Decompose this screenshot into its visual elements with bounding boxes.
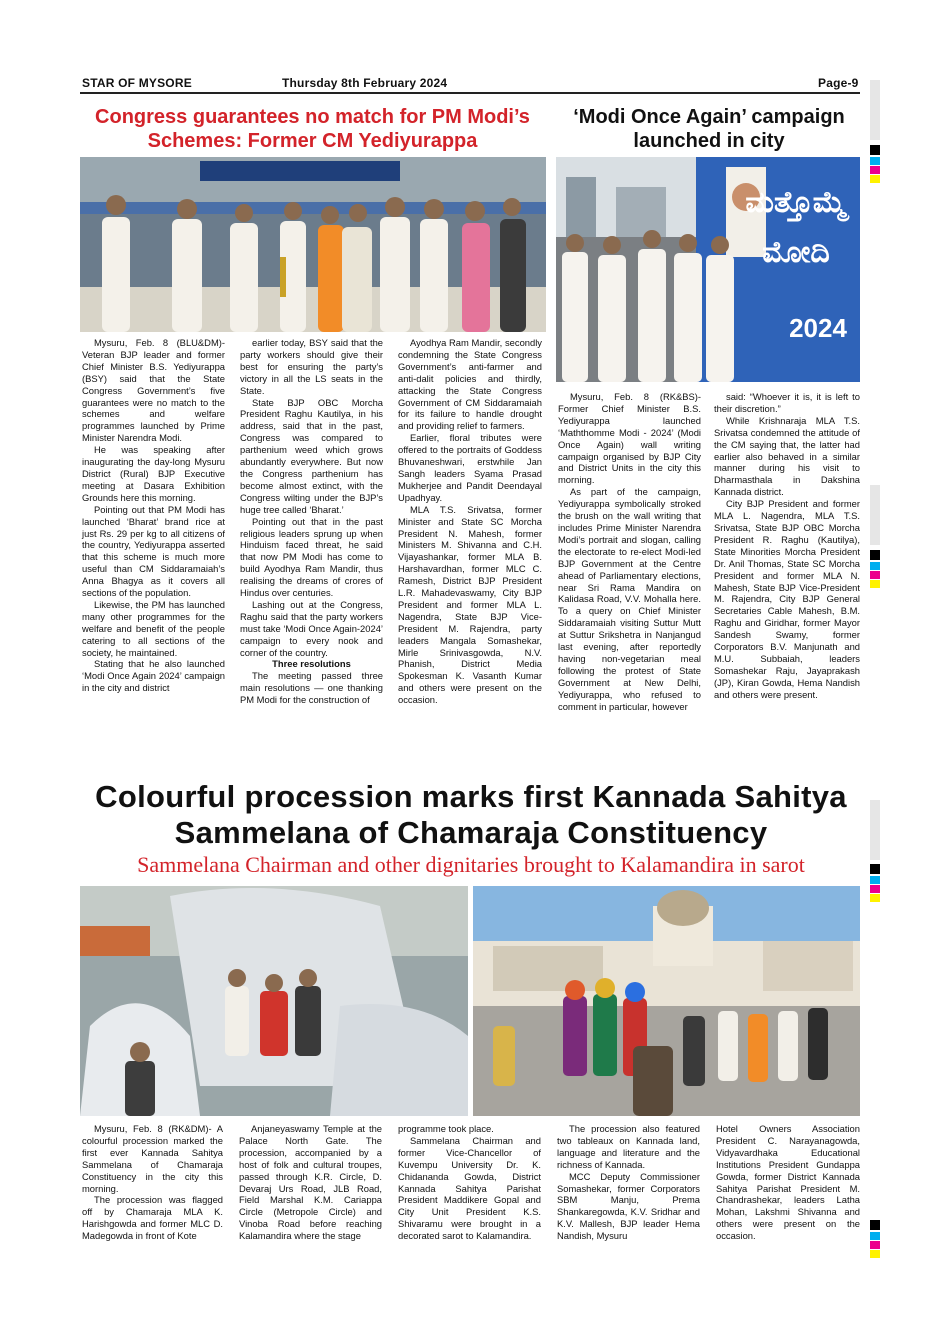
registration-cyan-mark — [870, 1232, 880, 1240]
story3-col3-para: programme took place. — [398, 1123, 494, 1134]
registration-cyan-mark — [870, 562, 880, 570]
story3-photo-procession — [473, 886, 860, 1116]
story2-photo-graphic — [556, 157, 860, 382]
story1-subhead: Three resolutions — [272, 658, 351, 670]
story3-col4-para: MCC Deputy Commissioner Somashekar, former Corporators SBM Manju, Prema Shankaregowda, K.V. Sridhar and K.V. Mallesh, BJP leader Hema Nandish, Mysuru — [557, 1170, 700, 1242]
story3-photo-procession-graphic — [473, 886, 860, 1116]
registration-yellow-mark — [870, 580, 880, 588]
story1-col1-para: Likewise, the PM has launched many other programmes for the welfare and benefit of the people catering to all sections of the society, he maintained. — [82, 598, 225, 658]
story2-col1-para: As part of the campaign, Yediyurappa symbolically stroked the brush on the wall writing that includes Prime Minister Narendra Modi’s portrait and slogan, calling the electorate to re-elect Modi-led BJP Government at the Centre ahead of Parliamentary elections, near Sri Rama Mandira on Kalidasa Road, V.V. Mohalla here. To a query on Chief Minister Siddaramaiah visiting Suttur Mutt at Suttur Srikshetra in Nanjangud last evening, after reportedly having non-vegetarian meal following the protest of State Government at New Delhi, Yediyurappa, who refused to comment in particular, however — [558, 486, 701, 712]
masthead-page: Page-9 — [818, 76, 859, 90]
registration-cyan-mark — [870, 157, 880, 165]
registration-yellow-mark — [870, 175, 880, 183]
story1-col2-para: Lashing out at the Congress, Raghu said that the party workers must take ‘Modi Once Again-2024’ campaign to every nook and corner of the country. — [240, 598, 383, 658]
story2-headline: ‘Modi Once Again’ campaign launched in city — [573, 106, 845, 152]
masthead-paper: STAR OF MYSORE — [82, 76, 192, 90]
story2-col2-para: City BJP President and former MLA L. Nagendra, MLA T.S. Srivatsa, State BJP OBC Morcha President R. Raghu (Kautilya), State Minorities Morcha President Dr. Anil Thomas, State SC Morcha President and former MLA N. Mahesh, State BJP Vice-President M. Rajendra, City BJP General Secretaries Cable Mahesh, B.M. Raghu and Giridhar, former Mayor Sandesh Swamy, former Corporators B.V. Manjunath and M.U. Subbaiah, leaders Somashekar Raju, Jayaprakash (JP), Kiran Gowda, Hema Nandish and others were present. — [714, 498, 860, 700]
story3-col5-para: Hotel Owners Association President C. Narayanagowda, Vidyavardhaka Educational Institutions President Gundappa Gowda, former District Kannada Sahitya Parishat President M. Chandrashekar, leaders Latha Mohan, Lakshmi Shivanna and others were present on the occasion. — [716, 1123, 860, 1242]
story2-column-2 — [714, 391, 860, 701]
story3-col1-para: Mysuru, Feb. 8 (RK&DM)- A colourful procession marked the first ever Kannada Sahitya Sammelana of Chamaraja Constituency in the city this morning. — [82, 1123, 223, 1194]
story1-col3-para: Earlier, floral tributes were offered to the portraits of Goddess Bhuvaneshwari, erstwhile Jan Sangh leaders Syama Prasad Mukherjee and Pandit Deendayal Upadhyay. — [398, 432, 542, 503]
story1-headline: Congress guarantees no match for PM Modi’s Schemes: Former CM Yediyurappa — [95, 106, 530, 152]
mural-text-line2: ಮೋದಿ — [762, 235, 830, 270]
story1-col1-para: Pointing out that PM Modi has launched ‘Bharat’ brand rice at just Rs. 29 per kg to all citizens of the country, Yediyurappa asserted that this scheme is much more useful than CM Siddaramaiah’s Anna Bhagya as it covers all sections of the population. — [82, 503, 225, 599]
margin-grey-bar — [870, 80, 880, 140]
story3-column-5 — [716, 1123, 860, 1242]
margin-grey-bar — [870, 485, 880, 545]
registration-black-mark — [870, 1220, 880, 1230]
registration-black-mark — [870, 864, 880, 874]
registration-cyan-mark — [870, 876, 880, 884]
story1-col2-para: State BJP OBC Morcha President Raghu Kautilya, in his address, said that in the past, Congress was compared to parthenium weed which grows abundantly everywhere. But now the Congress parthenium has become almost extinct, with the Congress wilting under the BJP’s huge tree called ‘Bharat.’ — [240, 396, 383, 515]
story1-column-3 — [398, 337, 542, 706]
story3-column-2 — [239, 1123, 382, 1242]
masthead-date: Thursday 8th February 2024 — [282, 76, 448, 90]
story1-photo-graphic — [80, 157, 546, 332]
story2-col1-para: Mysuru, Feb. 8 (RK&BS)- Former Chief Minister B.S. Yediyurappa launched ‘Maththomme Modi - 2024’ (Modi Once Again) wall writing campaign organised by BJP City and District Units in the city this morning. — [558, 391, 701, 486]
registration-yellow-mark — [870, 1250, 880, 1258]
registration-magenta-mark — [870, 571, 880, 579]
story3-col1-para: The procession was flagged off by Chamaraja MLA K. Harishgowda and former MLC D. Madegowda in front of Kote — [82, 1194, 223, 1242]
story1-col3-para: MLA T.S. Srivatsa, former Minister and State SC Morcha President N. Mahesh, former Ministers M. Shivanna and C.H. Vijayashankar, former MLA B. Harshavardhan, former MLC C. Ramesh, District BJP President L.R. Mahadevaswamy, City BJP President and former MLA L. Nagendra, State BJP Vice-President M. Rajendra, party leaders Mangala Somashekar, Mirle Srinivasgowda, N.V. Phanish, District Media Spokesman K. Vasanth Kumar and others were present on the occasion. — [398, 503, 542, 706]
story2-col2-para: While Krishnaraja MLA T.S. Srivatsa condemned the attitude of the CM saying that, the latter had earlier also behaved in a similar manner during his visit to Dharmasthala in Dakshina Kannada district. — [714, 414, 860, 498]
registration-yellow-mark — [870, 894, 880, 902]
registration-black-mark — [870, 145, 880, 155]
mural-year: 2024 — [789, 313, 847, 343]
story2-photo — [556, 157, 860, 382]
registration-black-mark — [870, 550, 880, 560]
story3-column-1 — [82, 1123, 223, 1242]
masthead-rule — [80, 92, 860, 94]
story1-col3-para: Ayodhya Ram Mandir, secondly condemning the State Congress Government’s anti-farmer and anti-dalit policies and thirdly, attacking the State Congress Government of CM Siddaramaiah for its failure to handle drought and providing relief to farmers. — [398, 337, 542, 432]
margin-grey-bar — [870, 800, 880, 860]
story1-col2-para: Pointing out that in the past religious leaders sprung up when Hinduism faced threat, he said that now PM Modi has come to build Ayodhya Ram Mandir, thus realising the dreams of crores of Hindus over centuries. — [240, 515, 383, 599]
story3-column-4 — [557, 1123, 700, 1242]
story1-col1-para: He was speaking after inaugurating the day-long Mysuru District (Rural) BJP Executive meeting at Dasara Exhibition Grounds here this morning. — [82, 444, 225, 503]
story1-col2-para: earlier today, BSY said that the party workers should give their best for ensuring the party’s victory in all the LS seats in the State. — [240, 337, 383, 396]
story3-col2-para: Anjaneyaswamy Temple at the Palace North Gate. The procession, accompanied by a host of folk and cultural troupes, passed through K.R. Circle, D. Devaraj Urs Road, JLB Road, Field Marshal K.M. Cariappa Circle (Metropole Circle) and Vinoba Road before reaching Kalamandira where the stage — [239, 1123, 382, 1242]
story3-col4-para: The procession also featured two tableaux on Kannada land, language and literature and the richness of Kannada. — [557, 1123, 700, 1170]
story2-col2-para: said: “Whoever it is, it is left to their discretion.” — [714, 391, 860, 414]
story3-col3-para: Sammelana Chairman and former Vice-Chancellor of Kuvempu University Dr. K. Chidananda Gowda, District Kannada Sahitya Parishat President Maddikere Gopal and City Unit President K.S. Shivaramu were brought in a decorated sarot to Kalamandira. — [398, 1134, 541, 1242]
story1-col1-para: Stating that he also launched ‘Modi Once Again 2024’ campaign in the city and district — [82, 658, 225, 694]
mural-text-line1: ಮತ್ತೊಮ್ಮೆ — [745, 185, 847, 220]
registration-magenta-mark — [870, 166, 880, 174]
story3-column-3 — [398, 1123, 541, 1242]
registration-magenta-mark — [870, 885, 880, 893]
story1-photo — [80, 157, 546, 332]
story3-photo-sarot-graphic — [80, 886, 468, 1116]
story1-column-2 — [240, 337, 383, 706]
story3-headline: Colourful procession marks first Kannada Sahitya Sammelana of Chamaraja Constituency — [95, 779, 847, 850]
story3-photo-sarot — [80, 886, 468, 1116]
story1-col2-para: The meeting passed three main resolutions — one thanking PM Modi for the construction of — [240, 670, 383, 706]
story2-column-1 — [558, 391, 701, 712]
registration-magenta-mark — [870, 1241, 880, 1249]
story3-subheadline: Sammelana Chairman and other dignitaries brought to Kalamandira in sarot — [137, 852, 805, 877]
story1-col1-para: Mysuru, Feb. 8 (BLU&DM)- Veteran BJP leader and former Chief Minister B.S. Yediyurappa (BSY) said that the State Congress Government’s five guarantees were no match to the schemes and welfare programmes launched by Prime Minister Narendra Modi. — [82, 337, 225, 444]
story1-column-1 — [82, 337, 225, 694]
